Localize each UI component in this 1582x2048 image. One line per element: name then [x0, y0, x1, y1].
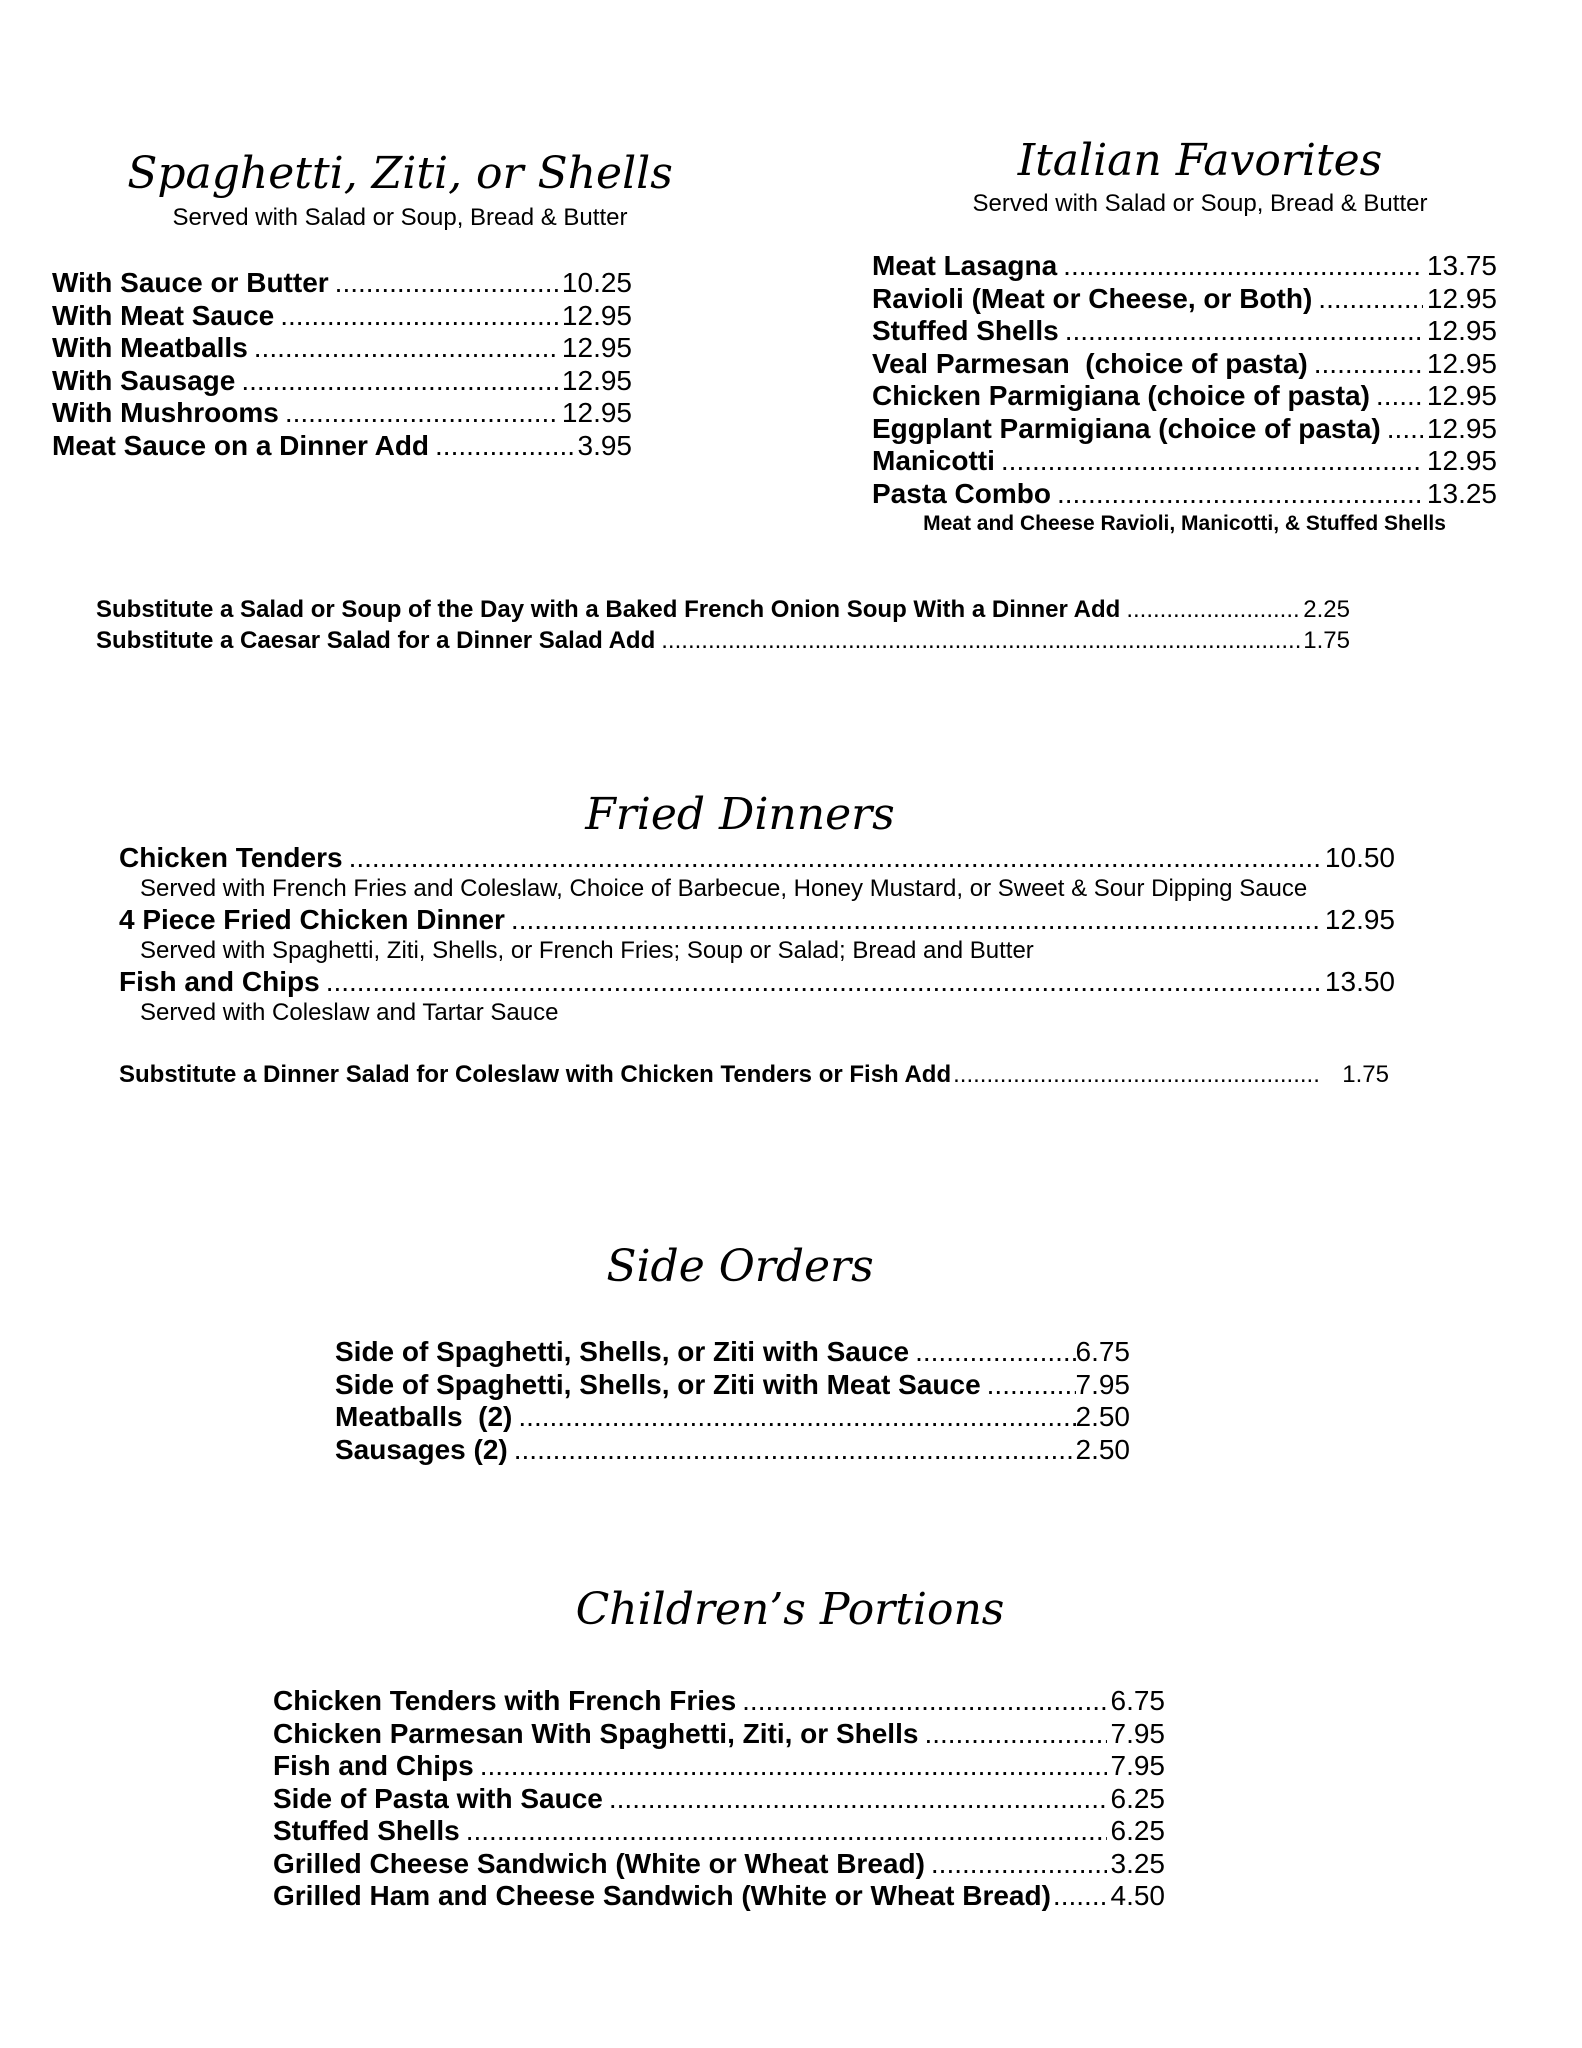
item-name: Chicken Parmigiana (choice of pasta)	[872, 380, 1370, 411]
substitution-text: Substitute a Dinner Salad for Coleslaw with Chicken Tenders or Fish Add	[119, 1061, 952, 1088]
item-price: 12.95	[561, 397, 632, 428]
item-price: 12.95	[1426, 445, 1497, 476]
menu-item	[119, 966, 1395, 998]
substitution-text: Substitute a Caesar Salad for a Dinner Salad Add	[96, 627, 656, 654]
menu-item	[273, 1848, 1165, 1881]
children-list	[273, 1685, 1165, 1913]
item-price: 12.95	[1426, 282, 1497, 314]
item-name: Ravioli (Meat or Cheese, or Both)	[872, 282, 1313, 314]
menu-item	[335, 1401, 1130, 1434]
menu-item	[872, 250, 1497, 283]
item-name: With Mushrooms	[52, 397, 279, 428]
italian-list	[872, 250, 1497, 510]
item-name: Stuffed Shells	[273, 1815, 460, 1846]
menu-item	[273, 1685, 1165, 1718]
item-note: Served with French Fries and Coleslaw, Choice of Barbecue, Honey Mustard, or Sweet & Sour Dipping Sauce	[140, 875, 1308, 902]
item-price: 12.95	[1324, 904, 1395, 935]
menu-item	[52, 300, 632, 333]
item-price: 3.25	[1110, 1847, 1165, 1879]
menu-item	[52, 397, 632, 430]
item-name: Chicken Tenders	[119, 842, 343, 873]
item-price: 12.95	[1426, 380, 1497, 411]
item-price: 6.25	[1110, 1782, 1165, 1814]
item-price: 12.95	[1426, 347, 1497, 379]
item-price: 12.95	[1426, 315, 1497, 346]
item-name: 4 Piece Fried Chicken Dinner	[119, 904, 505, 935]
item-name: Fish and Chips	[273, 1750, 474, 1781]
item-name: Eggplant Parmigiana (choice of pasta)	[872, 412, 1381, 444]
sides-title: Side Orders	[606, 1241, 874, 1292]
menu-item	[335, 1434, 1130, 1467]
item-price: 13.50	[1324, 966, 1395, 997]
menu-item	[52, 267, 632, 300]
item-name: Grilled Cheese Sandwich (White or Wheat Bread)	[273, 1847, 925, 1879]
menu-item	[335, 1369, 1130, 1402]
item-name: Chicken Tenders with French Fries	[273, 1685, 737, 1716]
item-price: 10.25	[561, 267, 632, 298]
spaghetti-title: Spaghetti, Ziti, or Shells	[127, 148, 673, 199]
item-name: Meatballs (2)	[335, 1401, 513, 1432]
item-name: With Meat Sauce	[52, 299, 275, 331]
item-name: Manicotti	[872, 445, 995, 476]
item-price: 12.95	[1426, 412, 1497, 444]
item-price: 10.50	[1324, 842, 1395, 873]
item-price: 6.25	[1110, 1815, 1165, 1846]
substitution-price: 1.75	[1342, 1061, 1389, 1088]
substitution-row	[96, 625, 1350, 656]
menu-item	[52, 365, 632, 398]
item-note: Served with Coleslaw and Tartar Sauce	[140, 999, 559, 1026]
menu-item	[872, 348, 1497, 381]
item-price: 7.95	[1075, 1368, 1130, 1400]
item-price: 2.50	[1075, 1433, 1130, 1465]
menu-item	[872, 478, 1497, 511]
fried-substitution	[119, 1060, 1389, 1090]
menu-item	[273, 1783, 1165, 1816]
italian-title: Italian Favorites	[1017, 135, 1383, 186]
item-price: 13.75	[1426, 250, 1497, 281]
item-name: With Sauce or Butter	[52, 267, 329, 298]
menu-item	[273, 1880, 1165, 1913]
pasta-combo-note: Meat and Cheese Ravioli, Manicotti, & Stuffed Shells	[923, 512, 1446, 535]
substitutions-list	[96, 594, 1350, 656]
item-name: Sausages (2)	[335, 1433, 508, 1465]
item-name: Chicken Parmesan With Spaghetti, Ziti, or Shells	[273, 1717, 919, 1749]
item-price: 13.25	[1426, 477, 1497, 509]
item-price: 7.95	[1110, 1717, 1165, 1749]
item-name: Pasta Combo	[872, 477, 1051, 509]
item-price: 7.95	[1110, 1750, 1165, 1781]
menu-item	[52, 430, 632, 463]
spaghetti-list	[52, 267, 632, 462]
menu-item	[119, 904, 1395, 936]
menu-item	[872, 283, 1497, 316]
fried-title: Fried Dinners	[585, 789, 895, 840]
item-note: Served with Spaghetti, Ziti, Shells, or French Fries; Soup or Salad; Bread and Butter	[140, 937, 1034, 964]
item-price: 12.95	[561, 364, 632, 396]
item-name: Side of Spaghetti, Shells, or Ziti with Sauce	[335, 1336, 910, 1367]
item-price: 3.95	[577, 429, 632, 461]
item-name: Side of Spaghetti, Shells, or Ziti with Meat Sauce	[335, 1368, 981, 1400]
fried-list	[119, 842, 1395, 1028]
menu-item	[872, 445, 1497, 478]
item-name: With Meatballs	[52, 332, 248, 363]
menu-item	[52, 332, 632, 365]
menu-item	[872, 413, 1497, 446]
substitution-price: 1.75	[1303, 627, 1350, 654]
item-name: Meat Sauce on a Dinner Add	[52, 429, 430, 461]
menu-item	[119, 842, 1395, 874]
item-price: 12.95	[561, 332, 632, 363]
item-price: 2.50	[1075, 1401, 1130, 1432]
substitution-text: Substitute a Salad or Soup of the Day with a Baked French Onion Soup With a Dinner Add	[96, 596, 1121, 623]
menu-item	[872, 315, 1497, 348]
item-price: 12.95	[561, 299, 632, 331]
menu-item	[872, 380, 1497, 413]
item-name: With Sausage	[52, 364, 236, 396]
menu-item	[273, 1750, 1165, 1783]
item-price: 6.75	[1110, 1685, 1165, 1716]
menu-item	[273, 1718, 1165, 1751]
item-name: Veal Parmesan (choice of pasta)	[872, 347, 1308, 379]
menu-item	[273, 1815, 1165, 1848]
italian-subtitle: Served with Salad or Soup, Bread & Butter	[972, 190, 1428, 217]
sides-list	[335, 1336, 1130, 1466]
item-price: 4.50	[1110, 1880, 1165, 1911]
item-name: Side of Pasta with Sauce	[273, 1782, 603, 1814]
item-name: Stuffed Shells	[872, 315, 1059, 346]
spaghetti-subtitle: Served with Salad or Soup, Bread & Butter	[172, 204, 628, 231]
substitution-price: 2.25	[1303, 596, 1350, 623]
children-title: Children’s Portions	[575, 1584, 1005, 1635]
item-name: Fish and Chips	[119, 966, 320, 997]
item-name: Meat Lasagna	[872, 250, 1058, 281]
item-name: Grilled Ham and Cheese Sandwich (White or Wheat Bread)	[273, 1880, 1051, 1911]
substitution-row	[96, 594, 1350, 625]
item-price: 6.75	[1075, 1336, 1130, 1367]
menu-item	[335, 1336, 1130, 1369]
